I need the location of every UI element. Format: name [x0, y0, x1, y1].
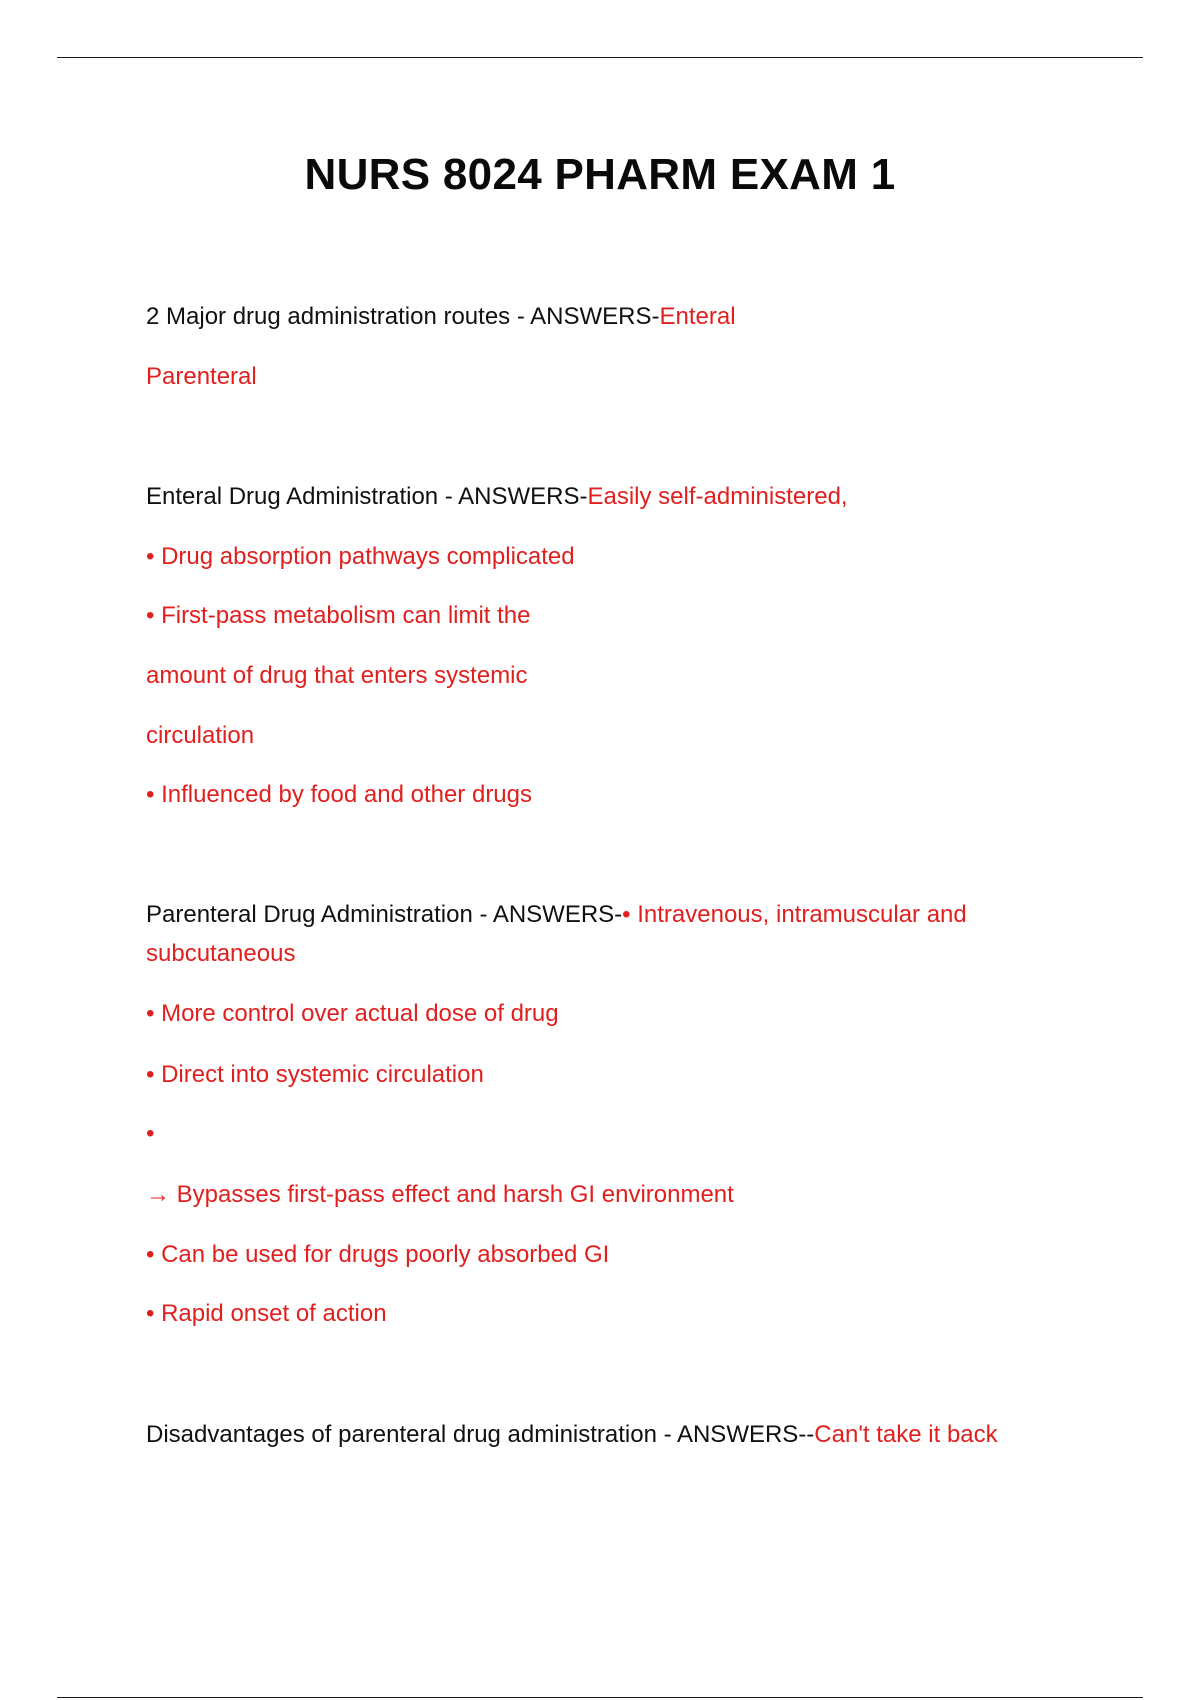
- top-rule: [57, 57, 1143, 58]
- card-2-answer-line: • First-pass metabolism can limit the: [146, 602, 531, 629]
- card-2-answer-line: circulation: [146, 722, 255, 749]
- card-2-answer-line: amount of drug that enters systemic: [146, 662, 528, 689]
- card-3-answer-line: subcutaneous: [146, 940, 296, 967]
- card-2-answer-line: • Drug absorption pathways complicated: [146, 543, 575, 570]
- card-3-answer-line: • Rapid onset of action: [146, 1300, 387, 1327]
- card-1-question-line: [146, 302, 736, 332]
- card-4-question: Disadvantages of parenteral drug administration - ANSWERS--: [146, 1421, 815, 1448]
- card-4-answer-first: Can't take it back: [814, 1421, 998, 1448]
- bottom-rule: [57, 1697, 1143, 1698]
- card-3-answer-first: • Intravenous, intramuscular and: [622, 901, 967, 928]
- card-3-question-line: [146, 900, 967, 930]
- card-2-answer-line: • Influenced by food and other drugs: [146, 781, 533, 808]
- card-4-question-line: [146, 1420, 998, 1450]
- card-3-answer-line: • More control over actual dose of drug: [146, 1000, 559, 1027]
- card-1-answer-first: Enteral: [659, 303, 736, 330]
- card-3-answer-line: → Bypasses first-pass effect and harsh GI environment: [146, 1181, 734, 1208]
- card-3-answer-line: • Direct into systemic circulation: [146, 1061, 484, 1088]
- card-2-question-line: [146, 482, 848, 512]
- card-2-question: Enteral Drug Administration - ANSWERS-: [146, 483, 588, 510]
- card-2-answer-first: Easily self-administered,: [587, 483, 848, 510]
- card-3-answer-line: • Can be used for drugs poorly absorbed GI: [146, 1241, 610, 1268]
- card-3-answer-line: •: [146, 1120, 155, 1147]
- card-1-question: 2 Major drug administration routes - ANSWERS-: [146, 303, 660, 330]
- card-1-answer-line: Parenteral: [146, 363, 257, 390]
- document-title: NURS 8024 PHARM EXAM 1: [304, 150, 896, 199]
- card-3-question: Parenteral Drug Administration - ANSWERS-: [146, 901, 623, 928]
